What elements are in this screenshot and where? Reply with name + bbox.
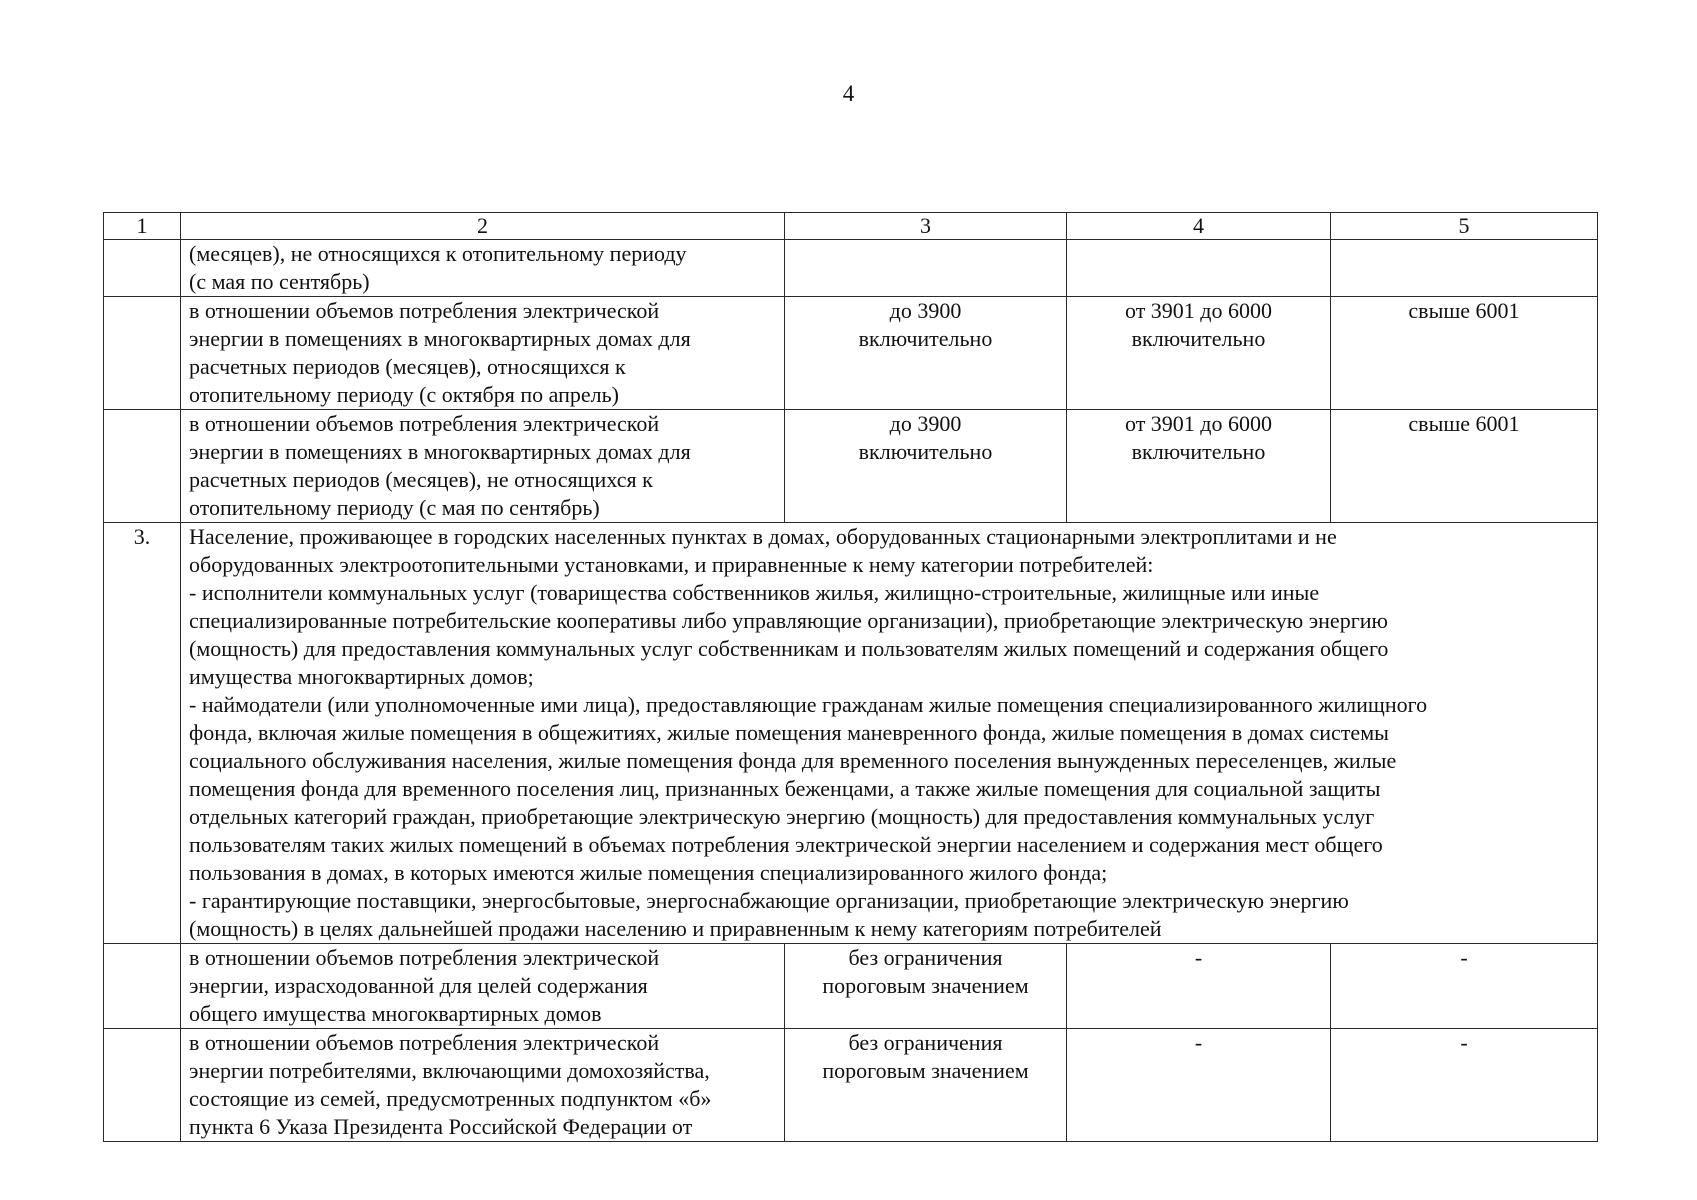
section-line: фонда, включая жилые помещения в общежитиях, жилые помещения маневренного фонда, жилые помещения в домах системы xyxy=(189,720,1389,745)
threshold-line: - xyxy=(1460,1030,1468,1055)
threshold-line: свыше 6001 xyxy=(1408,298,1520,323)
threshold-line: включительно xyxy=(1131,326,1266,351)
row-number-cell xyxy=(104,410,181,523)
threshold-cell-col5 xyxy=(1331,297,1598,410)
threshold-cell-col4 xyxy=(1067,240,1331,297)
column-number: 2 xyxy=(181,213,785,240)
section-line: - наймодатели (или уполномоченные ими лица), предоставляющие гражданам жилые помещения специализированного жилищного xyxy=(189,692,1428,717)
row-number-cell xyxy=(104,1029,181,1142)
description-cell xyxy=(181,297,785,410)
threshold-cell-col3 xyxy=(785,410,1067,523)
table-row xyxy=(104,297,1598,410)
threshold-cell-col3 xyxy=(785,944,1067,1029)
section-description-cell xyxy=(181,523,1598,944)
description-cell xyxy=(181,944,785,1029)
tariff-table xyxy=(103,212,1598,1142)
column-number: 5 xyxy=(1331,213,1598,240)
table-row xyxy=(104,944,1598,1029)
section-line: пользователям таких жилых помещений в объемах потребления электрической энергии населением и содержания мест общего xyxy=(189,832,1383,857)
row-number-cell xyxy=(104,944,181,1029)
section-line: социального обслуживания населения, жилые помещения фонда для временного поселения вынужденных переселенцев, жилые xyxy=(189,748,1397,773)
threshold-cell-col5 xyxy=(1331,944,1598,1029)
threshold-line: без ограничения xyxy=(848,1030,1003,1055)
description-line: отопительному периоду (с октября по апрель) xyxy=(189,382,619,407)
threshold-line: включительно xyxy=(1131,439,1266,464)
description-line: (месяцев), не относящихся к отопительному периоду xyxy=(189,241,687,266)
threshold-line: включительно xyxy=(858,439,993,464)
column-number: 4 xyxy=(1067,213,1331,240)
description-cell xyxy=(181,410,785,523)
row-number-cell xyxy=(104,297,181,410)
description-line: пункта 6 Указа Президента Российской Федерации от xyxy=(189,1114,693,1139)
column-number: 1 xyxy=(104,213,181,240)
description-line: в отношении объемов потребления электрической xyxy=(189,1030,660,1055)
description-line: общего имущества многоквартирных домов xyxy=(189,1001,602,1026)
section-row xyxy=(104,523,1598,944)
section-line: (мощность) в целях дальнейшей продажи населению и приравненным к нему категориям потребителей xyxy=(189,916,1162,941)
description-line: отопительному периоду (с мая по сентябрь) xyxy=(189,495,600,520)
description-cell xyxy=(181,1029,785,1142)
threshold-cell-col3 xyxy=(785,297,1067,410)
threshold-cell-col5 xyxy=(1331,410,1598,523)
threshold-line: - xyxy=(1460,945,1468,970)
section-line: - исполнители коммунальных услуг (товарищества собственников жилья, жилищно-строительные, жилищные или иные xyxy=(189,580,1320,605)
section-line: специализированные потребительские кооперативы либо управляющие организации), приобретающие электрическую энергию xyxy=(189,608,1388,633)
description-line: энергии потребителями, включающими домохозяйства, xyxy=(189,1058,710,1083)
threshold-line: свыше 6001 xyxy=(1408,411,1520,436)
threshold-line: до 3900 xyxy=(889,411,962,436)
description-line: в отношении объемов потребления электрической xyxy=(189,945,660,970)
threshold-line: без ограничения xyxy=(848,945,1003,970)
threshold-line: пороговым значением xyxy=(822,973,1029,998)
threshold-line: включительно xyxy=(858,326,993,351)
threshold-cell-col4 xyxy=(1067,410,1331,523)
threshold-cell-col4 xyxy=(1067,1029,1331,1142)
description-line: энергии, израсходованной для целей содержания xyxy=(189,973,648,998)
section-line: оборудованных электроотопительными установками, и приравненные к нему категории потребителей: xyxy=(189,552,1154,577)
threshold-line: пороговым значением xyxy=(822,1058,1029,1083)
column-number: 3 xyxy=(785,213,1067,240)
description-cell xyxy=(181,240,785,297)
section-line: отдельных категорий граждан, приобретающие электрическую энергию (мощность) для предоставления коммунальных услуг xyxy=(189,804,1375,829)
section-line: пользования в домах, в которых имеются жилые помещения специализированного жилого фонда; xyxy=(189,860,1108,885)
threshold-line: до 3900 xyxy=(889,298,962,323)
section-line: - гарантирующие поставщики, энергосбытовые, энергоснабжающие организации, приобретающие электрическую энергию xyxy=(189,888,1349,913)
description-line: расчетных периодов (месяцев), относящихся к xyxy=(189,354,626,379)
table-row xyxy=(104,1029,1598,1142)
section-line: Население, проживающее в городских населенных пунктах в домах, оборудованных стационарными электроплитами и не xyxy=(189,524,1337,549)
threshold-line: от 3901 до 6000 xyxy=(1124,411,1273,436)
row-number-cell xyxy=(104,240,181,297)
threshold-cell-col4 xyxy=(1067,297,1331,410)
description-line: энергии в помещениях в многоквартирных домах для xyxy=(189,439,691,464)
section-number-cell: 3. xyxy=(104,523,181,944)
threshold-line: от 3901 до 6000 xyxy=(1124,298,1273,323)
description-line: (с мая по сентябрь) xyxy=(189,269,370,294)
threshold-cell-col4 xyxy=(1067,944,1331,1029)
section-line: имущества многоквартирных домов; xyxy=(189,664,534,689)
description-line: расчетных периодов (месяцев), не относящихся к xyxy=(189,467,653,492)
section-line: (мощность) для предоставления коммунальных услуг собственникам и пользователям жилых помещений и содержания общего xyxy=(189,636,1389,661)
threshold-line: - xyxy=(1194,1030,1203,1055)
threshold-cell-col5 xyxy=(1331,1029,1598,1142)
threshold-cell-col5 xyxy=(1331,240,1598,297)
section-line: помещения фонда для временного поселения лиц, признанных беженцами, а также жилые помещения для социальной защиты xyxy=(189,776,1381,801)
table-body xyxy=(104,213,1598,1142)
table-row xyxy=(104,410,1598,523)
threshold-cell-col3 xyxy=(785,1029,1067,1142)
threshold-line: - xyxy=(1194,945,1203,970)
description-line: энергии в помещениях в многоквартирных домах для xyxy=(189,326,691,351)
column-numbers-row xyxy=(104,213,1598,240)
description-line: в отношении объемов потребления электрической xyxy=(189,411,660,436)
threshold-cell-col3 xyxy=(785,240,1067,297)
description-line: в отношении объемов потребления электрической xyxy=(189,298,660,323)
description-line: состоящие из семей, предусмотренных подпунктом «б» xyxy=(189,1086,712,1111)
table-row xyxy=(104,240,1598,297)
page-number: 4 xyxy=(842,81,855,106)
